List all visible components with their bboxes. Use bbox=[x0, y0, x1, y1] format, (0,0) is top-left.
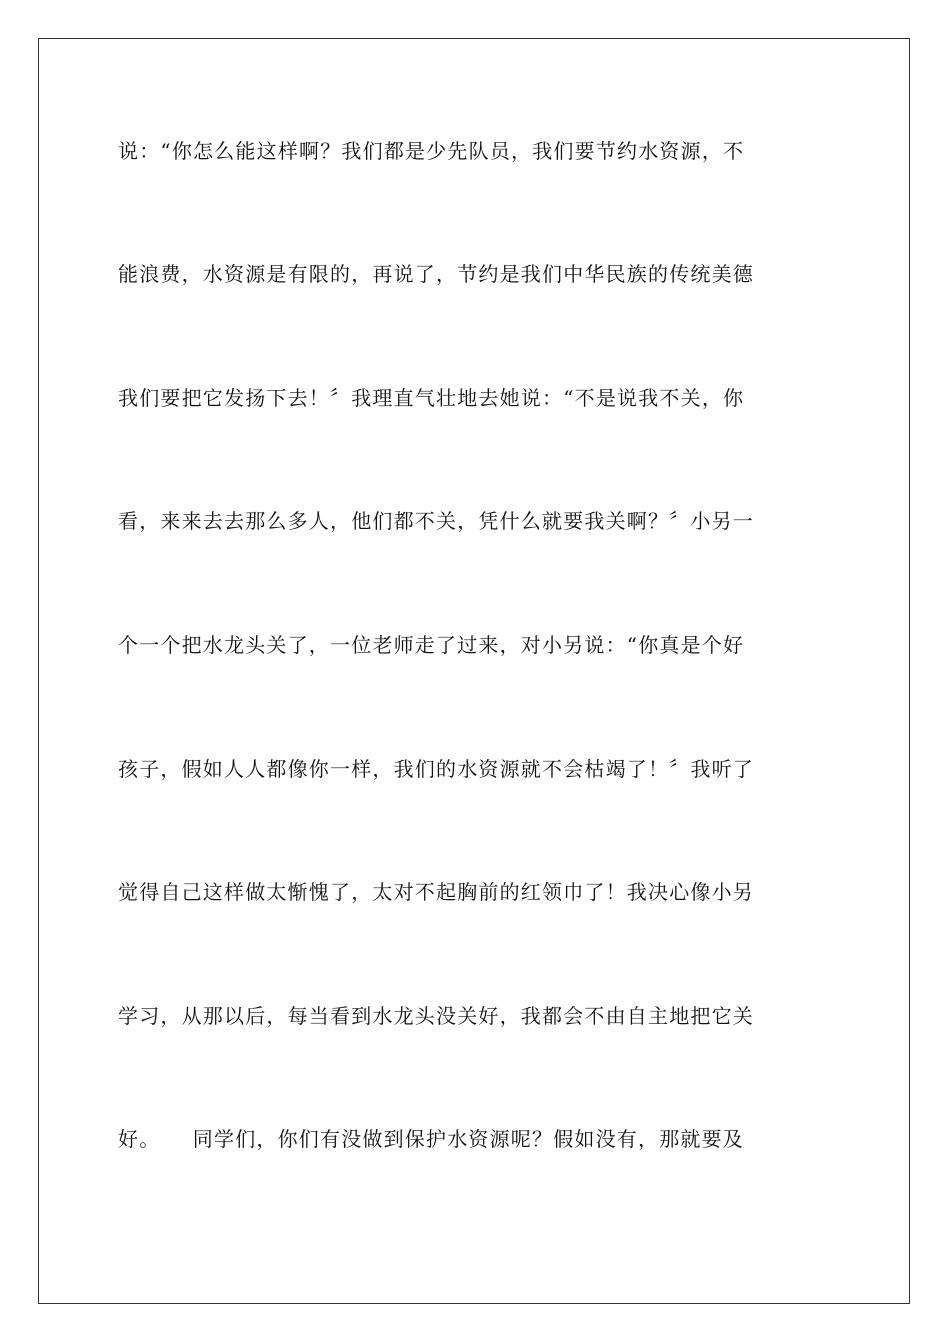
text-line: 能浪费，水资源是有限的，再说了，节约是我们中华民族的传统美德 bbox=[118, 262, 754, 286]
text-line: 个一个把水龙头关了，一位老师走了过来，对小另说：“你真是个好 bbox=[118, 633, 745, 657]
text-line: 孩子，假如人人都像你一样，我们的水资源就不会枯竭了！〞我听了 bbox=[118, 757, 754, 781]
text-line: 说：“你怎么能这样啊？我们都是少先队员，我们要节约水资源，不 bbox=[118, 139, 745, 163]
text-line: 我们要把它发扬下去！〞我理直气壮地去她说：“不是说我不关，你 bbox=[118, 386, 745, 410]
page-frame bbox=[38, 38, 910, 1304]
text-line: 觉得自己这样做太惭愧了，太对不起胸前的红领巾了！我决心像小另 bbox=[118, 880, 754, 904]
text-line: 学习，从那以后，每当看到水龙头没关好，我都会不由自主地把它关 bbox=[118, 1004, 754, 1028]
text-line: 好。 同学们，你们有没做到保护水资源呢？假如没有，那就要及 bbox=[118, 1127, 744, 1151]
text-line: 看，来来去去那么多人，他们都不关，凭什么就要我关啊？〞小另一 bbox=[118, 509, 754, 533]
